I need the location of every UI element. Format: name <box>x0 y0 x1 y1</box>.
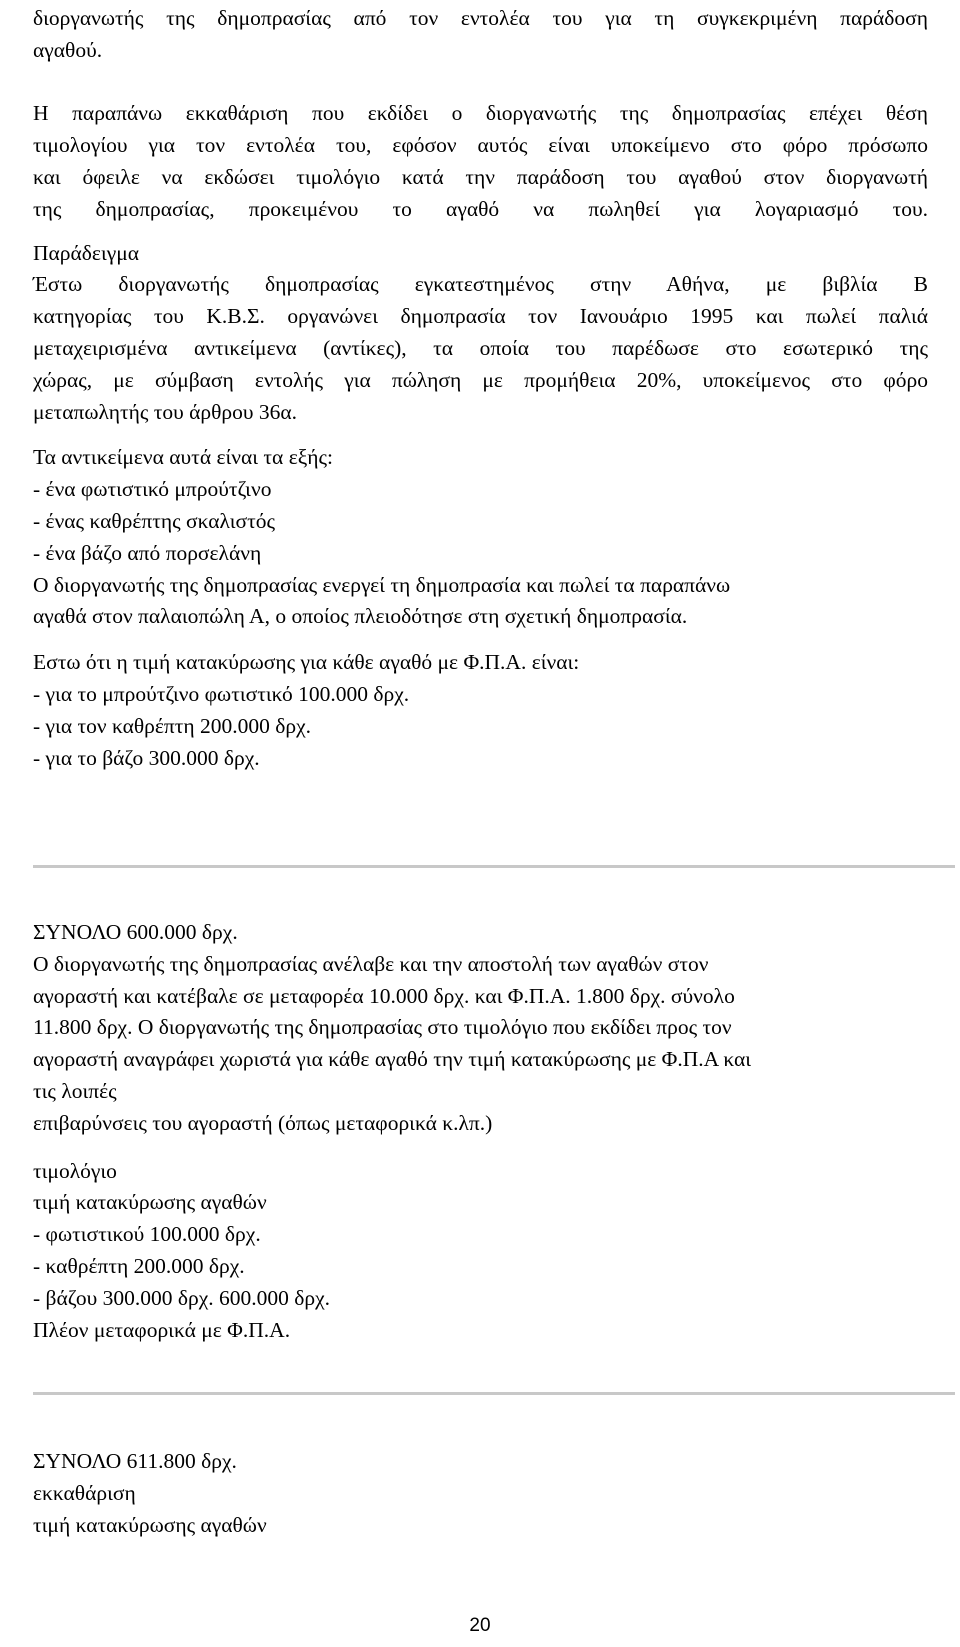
list-item: - φωτιστικού 100.000 δρχ. <box>33 1222 261 1247</box>
total-line: ΣΥΝΟΛΟ 600.000 δρχ. <box>33 920 238 944</box>
text-line: και όφειλε να εκδώσει τιμολόγιο κατά την παράδοση του αγαθού στον διοργανωτή <box>33 164 928 189</box>
text-line: της δημοπρασίας, προκειμένου το αγαθό να πωληθεί για λογαριασμό του. <box>33 196 928 221</box>
list-item: - για τον καθρέπτη 200.000 δρχ. <box>33 713 312 738</box>
invoice-heading: τιμολόγιο <box>33 1158 117 1183</box>
text-line: τιμή κατακύρωσης αγαθών <box>33 1190 267 1215</box>
invoice-section <box>33 1156 928 1347</box>
list-item: - καθρέπτη 200.000 δρχ. <box>33 1253 245 1278</box>
list-item: - βάζου 300.000 δρχ. 600.000 δρχ. <box>33 1285 331 1310</box>
text-line: αγοραστή αναγράφει χωριστά για κάθε αγαθό την τιμή κατακύρωσης με Φ.Π.Α και <box>33 1047 752 1072</box>
table-rule <box>33 865 955 868</box>
list-item: - ένα φωτιστικό μπρούτζινο <box>33 477 272 502</box>
text-line: Η παραπάνω εκκαθάριση που εκδίδει ο διοργανωτής της δημοπρασίας επέχει θέση <box>33 101 928 126</box>
text-line: κατηγορίας του Κ.Β.Σ. οργανώνει δημοπρασία τον Ιανουάριο 1995 και πωλεί παλιά <box>33 304 928 329</box>
prices-section <box>33 647 928 774</box>
text-line: τιμή κατακύρωσης αγαθών <box>33 1512 267 1537</box>
text-line: αγαθά στον παλαιοπώλη Α, ο οποίος πλειοδότησε στη σχετική δημοπρασία. <box>33 604 688 629</box>
settlement-heading: εκκαθάριση <box>33 1480 136 1505</box>
text-line: Έστω διοργανωτής δημοπρασίας εγκατεστημένος στην Αθήνα, με βιβλία Β <box>33 272 928 297</box>
text-line: διοργανωτής της δημοπρασίας από τον εντολέα του για τη συγκεκριμένη παράδοση <box>33 6 928 30</box>
text-line: μεταχειρισμένα αντικείμενα (αντίκες), τα οποία του παρέδωσε στο εσωτερικό της <box>33 335 928 360</box>
text-line: επιβαρύνσεις του αγοραστή (όπως μεταφορικά κ.λπ.) <box>33 1110 493 1135</box>
text-line: χώρας, με σύμβαση εντολής για πώληση με προμήθεια 20%, υποκείμενος στο φόρο <box>33 367 928 392</box>
example-section <box>33 238 928 429</box>
text-line: Ο διοργανωτής της δημοπρασίας ανέλαβε και την αποστολή των αγαθών στον <box>33 951 709 976</box>
total-section <box>33 917 928 1346</box>
text-line: τις λοιπές <box>33 1078 117 1103</box>
list-item: - για το μπρούτζινο φωτιστικό 100.000 δρχ. <box>33 681 410 706</box>
example-heading: Παράδειγμα <box>33 240 140 265</box>
settlement-section <box>33 1446 928 1541</box>
list-item: - ένας καθρέπτης σκαλιστός <box>33 508 275 533</box>
text-line: αγαθού. <box>33 37 103 62</box>
intro-paragraph <box>33 3 928 67</box>
divider <box>33 865 955 868</box>
total-line: ΣΥΝΟΛΟ 611.800 δρχ. <box>33 1449 237 1473</box>
text-line: Τα αντικείμενα αυτά είναι τα εξής: <box>33 445 334 470</box>
invoice-paragraph <box>33 98 928 225</box>
total-paragraph <box>33 917 928 1140</box>
text-line: αγοραστή και κατέβαλε σε μεταφορέα 10.000 δρχ. και Φ.Π.Α. 1.800 δρχ. σύνολο <box>33 983 735 1008</box>
text-line: μεταπωλητής του άρθρου 36α. <box>33 399 298 424</box>
list-item: - για το βάζο 300.000 δρχ. <box>33 745 260 770</box>
main-text <box>33 3 928 774</box>
items-section <box>33 442 928 633</box>
text-line: Εστω ότι η τιμή κατακύρωσης για κάθε αγαθό με Φ.Π.Α. είναι: <box>33 650 580 675</box>
table-rule <box>33 1392 955 1395</box>
divider <box>33 1392 955 1395</box>
text-line: Ο διοργανωτής της δημοπρασίας ενεργεί τη δημοπρασία και πωλεί τα παραπάνω <box>33 572 731 597</box>
list-item: - ένα βάζο από πορσελάνη <box>33 540 262 565</box>
text-line: 11.800 δρχ. Ο διοργανωτής της δημοπρασίας στο τιμολόγιο που εκδίδει προς τον <box>33 1015 732 1040</box>
page-number: 20 <box>469 1615 491 1636</box>
text-line: τιμολογίου για τον εντολέα του, εφόσον αυτός είναι υποκείμενο στο φόρο πρόσωπο <box>33 133 928 158</box>
text-line: Πλέον μεταφορικά με Φ.Π.Α. <box>33 1317 291 1342</box>
